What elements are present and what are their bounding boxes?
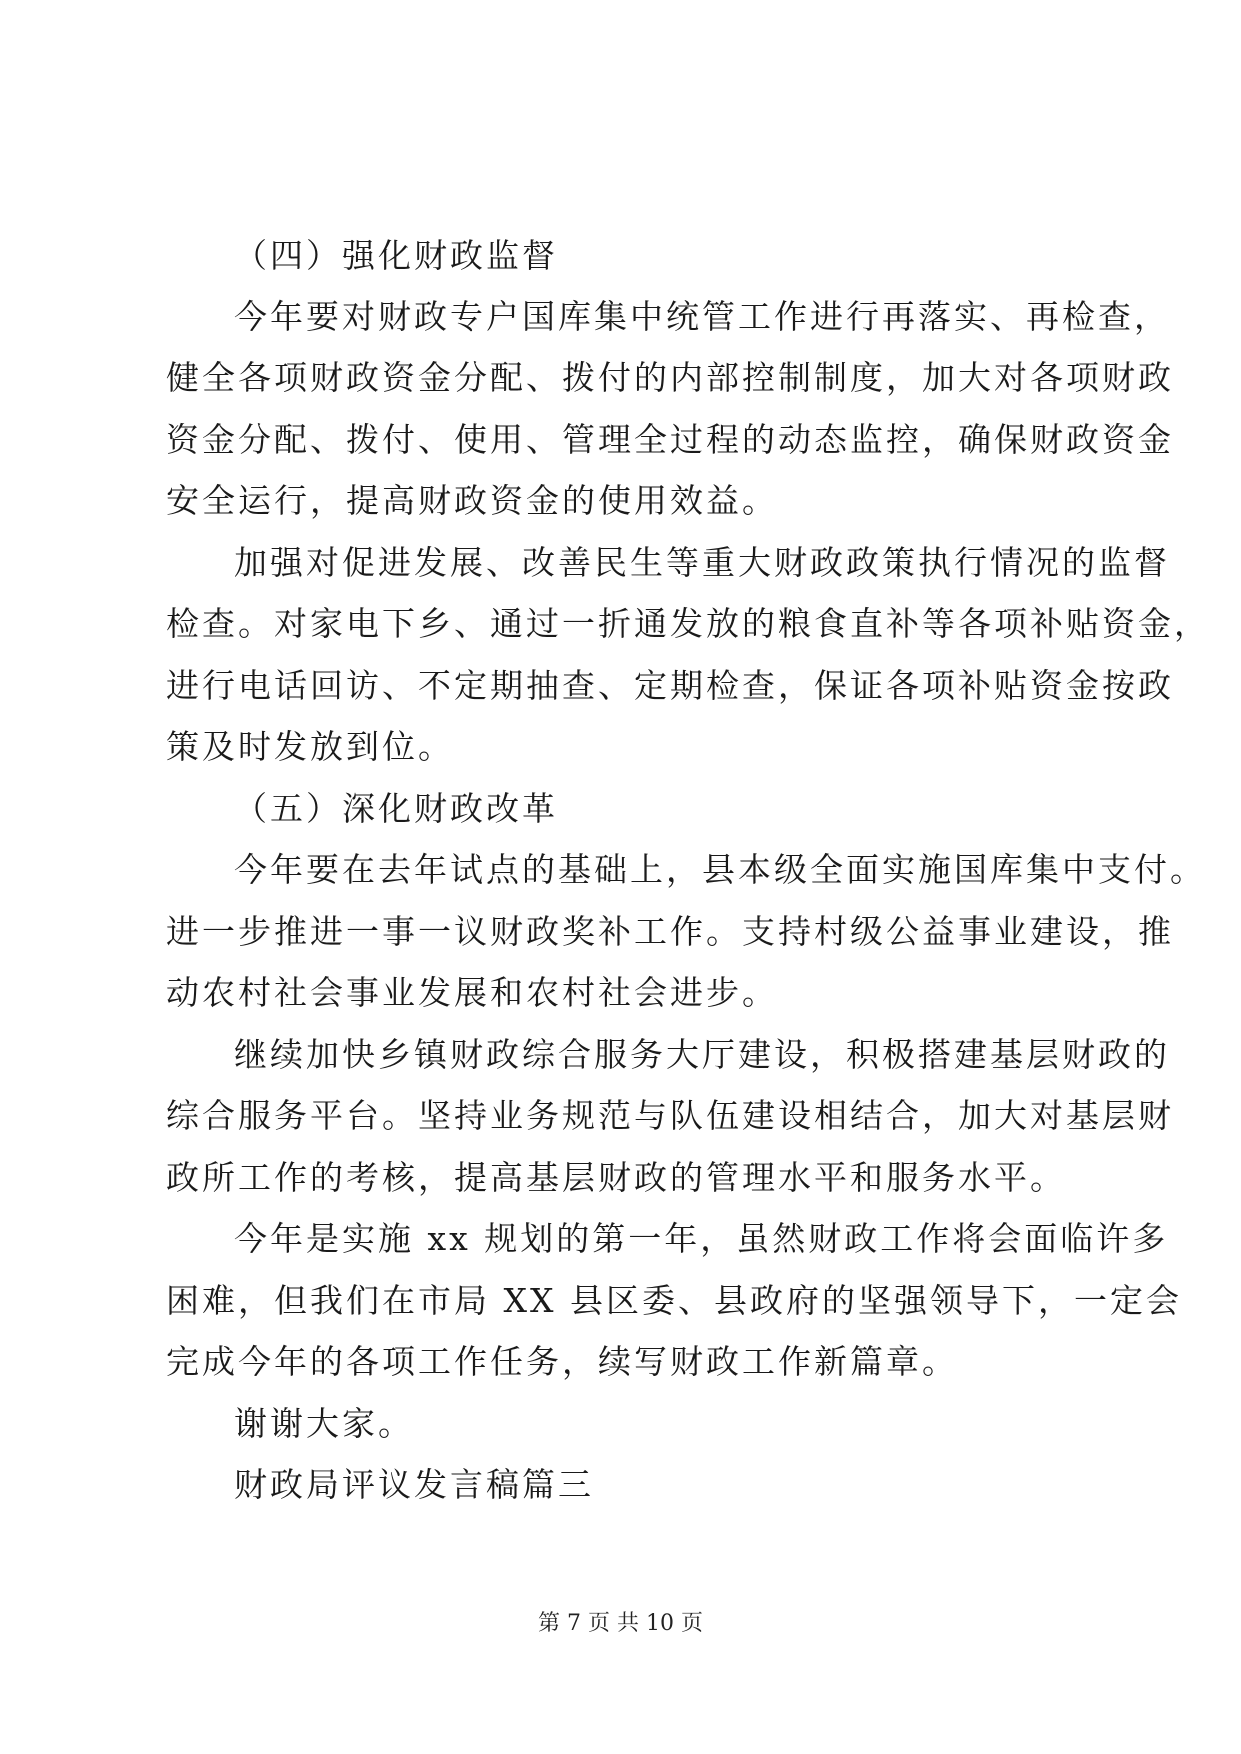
closing-line: 谢谢大家。	[234, 1404, 414, 1443]
paragraph-line: 检查。对家电下乡、通过一折通发放的粮食直补等各项补贴资金，	[166, 604, 1210, 643]
paragraph-line: 完成今年的各项工作任务，续写财政工作新篇章。	[166, 1342, 958, 1381]
paragraph-line: 今年要对财政专户国库集中统管工作进行再落实、再检查，	[234, 297, 1170, 336]
paragraph-line: 策及时发放到位。	[166, 727, 454, 766]
paragraph-line: 加强对促进发展、改善民生等重大财政政策执行情况的监督	[234, 543, 1170, 582]
paragraph-line: 安全运行，提高财政资金的使用效益。	[166, 481, 778, 520]
page-footer: 第 7 页 共 10 页	[538, 1611, 703, 1636]
paragraph-line: 今年要在去年试点的基础上，县本级全面实施国库集中支付。	[234, 850, 1206, 889]
section-heading-5: （五）深化财政改革	[234, 789, 558, 828]
paragraph-line: 综合服务平台。坚持业务规范与队伍建设相结合，加大对基层财	[166, 1096, 1174, 1135]
paragraph-line: 政所工作的考核，提高基层财政的管理水平和服务水平。	[166, 1158, 1066, 1197]
paragraph-line: 健全各项财政资金分配、拨付的内部控制制度，加大对各项财政	[166, 358, 1174, 397]
paragraph-line: 继续加快乡镇财政综合服务大厅建设，积极搭建基层财政的	[234, 1035, 1170, 1074]
next-section-title: 财政局评议发言稿篇三	[234, 1465, 594, 1504]
paragraph-line: 进行电话回访、不定期抽查、定期检查，保证各项补贴资金按政	[166, 666, 1174, 705]
paragraph-line: 今年是实施 xx 规划的第一年，虽然财政工作将会面临许多	[234, 1219, 1169, 1258]
paragraph-line: 困难，但我们在市局 XX 县区委、县政府的坚强领导下，一定会	[166, 1281, 1182, 1320]
section-heading-4: （四）强化财政监督	[234, 236, 558, 275]
paragraph-line: 资金分配、拨付、使用、管理全过程的动态监控，确保财政资金	[166, 420, 1174, 459]
paragraph-line: 动农村社会事业发展和农村社会进步。	[166, 973, 778, 1012]
paragraph-line: 进一步推进一事一议财政奖补工作。支持村级公益事业建设，推	[166, 912, 1174, 951]
